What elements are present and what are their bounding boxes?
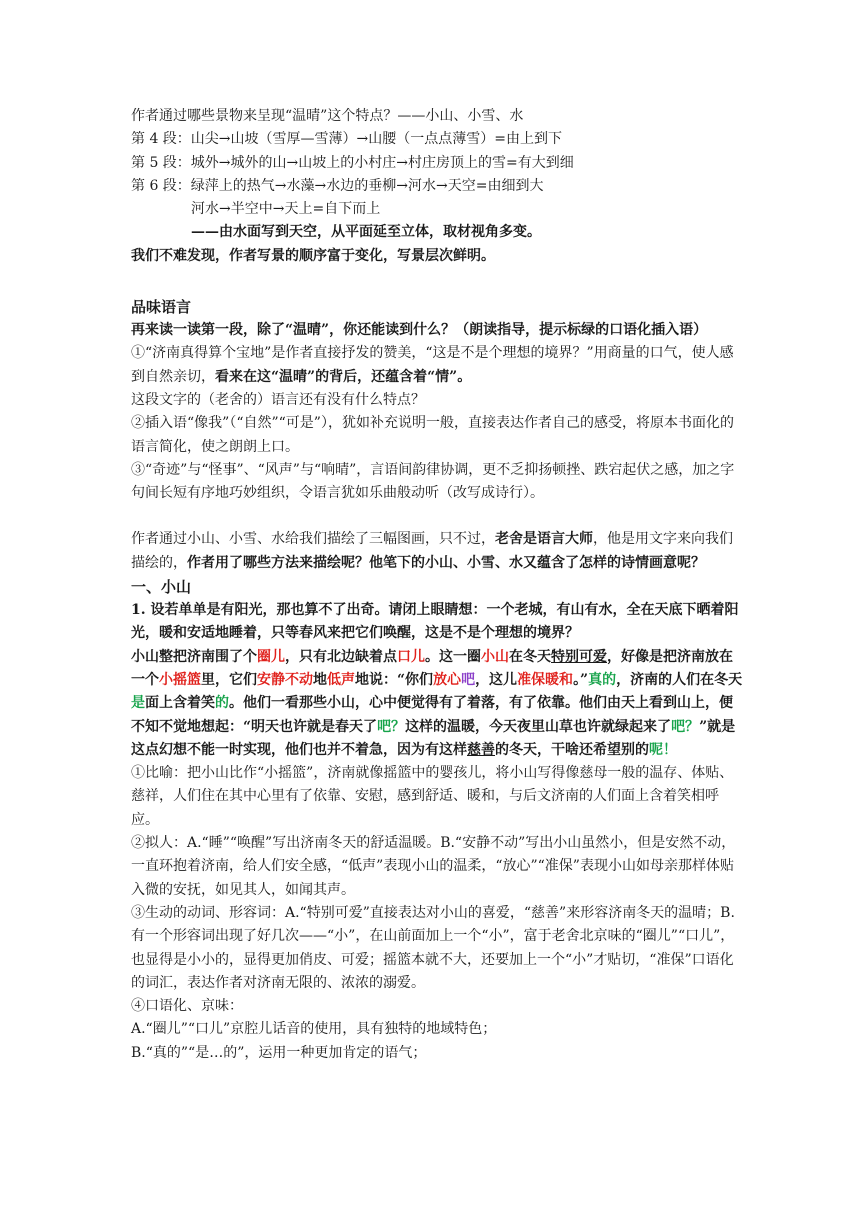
paragraph-5-order: 第 5 段：城外→城外的山→山坡上的小村庄→村庄房顶上的雪=有大到细 bbox=[131, 154, 574, 171]
quote-1: 1. 设若单单是有阳光，那也算不了出奇。请闭上眼睛想：一个老城，有山有水，全在天底下晒着阳光，暖和安适地睡着，只等春风来把它们唤醒，这是不是个理想的境界？ bbox=[131, 602, 739, 642]
analysis-personification: ②拟人：A.“睡”“唤醒”写出济南冬天的舒适温暖。B.“安静不动”写出小山虽然小，但是安然不动，一直环抱着济南，给人们安全感，“低声”表现小山的温柔，“放心”“准保”表现小山如母亲那样体贴入微的安抚，如见其人，如闻其声。 bbox=[131, 835, 736, 898]
q2-s22: ，济南的人们在冬天 bbox=[616, 671, 743, 688]
q2-s1: 小山整把济南围了个 bbox=[131, 648, 257, 665]
q2-s13: 地 bbox=[313, 671, 327, 688]
document-body bbox=[131, 105, 743, 1065]
q2-s4: 口儿 bbox=[397, 648, 425, 665]
comment-2: ②插入语“像我”（“自然”“可是”），犹如补充说明一般，直接表达作者自己的感受，将原本书面化的语言简化，使之朗朗上口。 bbox=[131, 415, 734, 455]
section-heading-hills: 一、小山 bbox=[131, 578, 192, 597]
quote-2 bbox=[131, 646, 743, 762]
spacer bbox=[131, 268, 743, 295]
comment-1-emphasis: 看来在这“温晴”的背后，还蕴含着“情”。 bbox=[215, 368, 472, 385]
intro-text-c: ，他是用文字来向我们描绘的， bbox=[131, 531, 733, 571]
intro-paragraph bbox=[131, 528, 743, 575]
paragraph-4-order: 第 4 段：山尖→山坡（雪厚—雪薄）→山腰（一点点薄雪）=由上到下 bbox=[131, 131, 562, 148]
q2-s3: ，只有北边缺着点 bbox=[285, 648, 397, 665]
q2-s16: 放心 bbox=[433, 671, 462, 688]
paragraph-6-order-cont: 河水→半空中→天上=自下而上 bbox=[191, 201, 381, 218]
analysis-colloquial-b: B.“真的”“是…的”，运用一种更加肯定的语气； bbox=[131, 1044, 427, 1061]
analysis-colloquial-a: A.“圈儿”“口儿”京腔儿话音的使用，具有独特的地域特色； bbox=[131, 1021, 497, 1038]
question-line: 作者通过哪些景物来呈现“温晴”这个特点？——小山、小雪、水 bbox=[131, 108, 524, 124]
intro-question: 作者用了哪些方法来描绘呢？他笔下的小山、小雪、水又蕴含了怎样的诗情画意呢？ bbox=[187, 554, 705, 571]
q2-s12: 安静不动 bbox=[257, 671, 313, 688]
intro-emphasis: 老舍是语言大师 bbox=[495, 531, 593, 548]
q2-s11: 里，它们 bbox=[201, 671, 257, 688]
analysis-colloquial: ④口语化、京味： bbox=[131, 998, 243, 1015]
q2-s21: 真的 bbox=[588, 671, 617, 688]
q2-s5: 。这一圈 bbox=[425, 648, 481, 665]
analysis-verbs-adjectives: ③生动的动词、形容词：A.“特别可爱”直接表达对小山的喜爱，“慈善”来形容济南冬天的温晴；B.有一个形容词出现了好几次——“小”，在山前面加上一个“小”，富于老舍北京味的“圈儿”“口儿”，也显得是小小的，显得更加俏皮、可爱；摇篮本就不大，还要加上一个“小”才贴切，“准保”口语化的词汇，表达作者对济南无限的、浓浓的溺爱。 bbox=[131, 904, 735, 991]
q2-s25: 的 bbox=[215, 695, 229, 712]
q2-s26: 。他们一看那些小山，心中便觉得有了着落，有了依靠。他们由天上看到山上，便不知不觉地想起：“明天也许就是春天了 bbox=[131, 695, 733, 735]
analysis-metaphor: ①比喻：把小山比作“小摇篮”，济南就像摇篮中的婴孩儿，将小山写得像慈母一般的温存、体贴、慈祥，人们住在其中心里有了依靠、安慰，感到舒适、暖和，与后文济南的人们面上含着笑相呼应。 bbox=[131, 765, 734, 828]
q2-s14: 低声 bbox=[327, 671, 355, 688]
q2-s31: 慈善 bbox=[467, 741, 495, 758]
q2-s20: 。” bbox=[573, 671, 589, 688]
reading-question: 再来读一读第一段，除了“温晴”，你还能读到什么？（朗读指导，提示标绿的口语化插入语） bbox=[131, 322, 708, 339]
q2-s24: 面上含着笑 bbox=[145, 695, 215, 712]
q2-s10: 小摇篮 bbox=[159, 671, 201, 688]
q2-s8: 特别可爱 bbox=[551, 648, 607, 665]
q2-s15: 地说：“你们 bbox=[355, 671, 434, 688]
spacer bbox=[131, 505, 743, 528]
q2-s33: 呢！ bbox=[649, 741, 677, 758]
q2-s9: ，好像是把济南放在一个 bbox=[131, 648, 733, 688]
q2-s29: 吧？ bbox=[671, 718, 700, 735]
q2-s30: ”就是这点幻想不能一时实现，他们也并不着急，因为有这样 bbox=[131, 718, 736, 758]
paragraph-6-order: 第 6 段：绿萍上的热气→水藻→水边的垂柳→河水→天空=由细到大 bbox=[131, 177, 544, 194]
q2-s2: 圈儿 bbox=[257, 648, 285, 665]
q2-s17: 吧 bbox=[461, 671, 476, 688]
comment-1 bbox=[131, 342, 743, 389]
summary-line: 我们不难发现，作者写景的顺序富于变化，写景层次鲜明。 bbox=[131, 247, 495, 264]
comment-3: ③“奇迹”与“怪事”、“风声”与“响晴”，言语间韵律协调，更不乏抑扬顿挫、跌宕起伏之感，加之字句间长短有序地巧妙组织，令语言犹如乐曲般动听（改写成诗行）。 bbox=[131, 461, 735, 502]
intro-text-a: 作者通过小山、小雪、水给我们描绘了三幅图画，只不过， bbox=[131, 531, 495, 548]
q2-s28: 这样的温暖，今天夜里山草也许就绿起来了 bbox=[405, 718, 672, 735]
comment-1-text: ①“济南真得算个宝地”是作者直接抒发的赞美，“这是不是个理想的境界？”用商量的口气，使人感到自然亲切， bbox=[131, 345, 734, 385]
q2-s18: ，这儿 bbox=[475, 671, 518, 688]
paragraph-6-conclusion: ——由水面写到天空，从平面延至立体，取材视角多变。 bbox=[191, 224, 541, 241]
q2-s7: 在冬天 bbox=[509, 648, 551, 665]
q2-s23: 是 bbox=[131, 695, 145, 712]
q2-s27: 吧？ bbox=[377, 718, 406, 735]
q2-s19: 准保暖和 bbox=[517, 671, 574, 688]
q2-s32: 的冬天，干啥还希望别的 bbox=[495, 741, 649, 758]
section-heading-language: 品味语言 bbox=[131, 298, 192, 317]
language-question: 这段文字的（老舍的）语言还有没有什么特点？ bbox=[131, 391, 425, 408]
q2-s6: 小山 bbox=[481, 648, 509, 665]
